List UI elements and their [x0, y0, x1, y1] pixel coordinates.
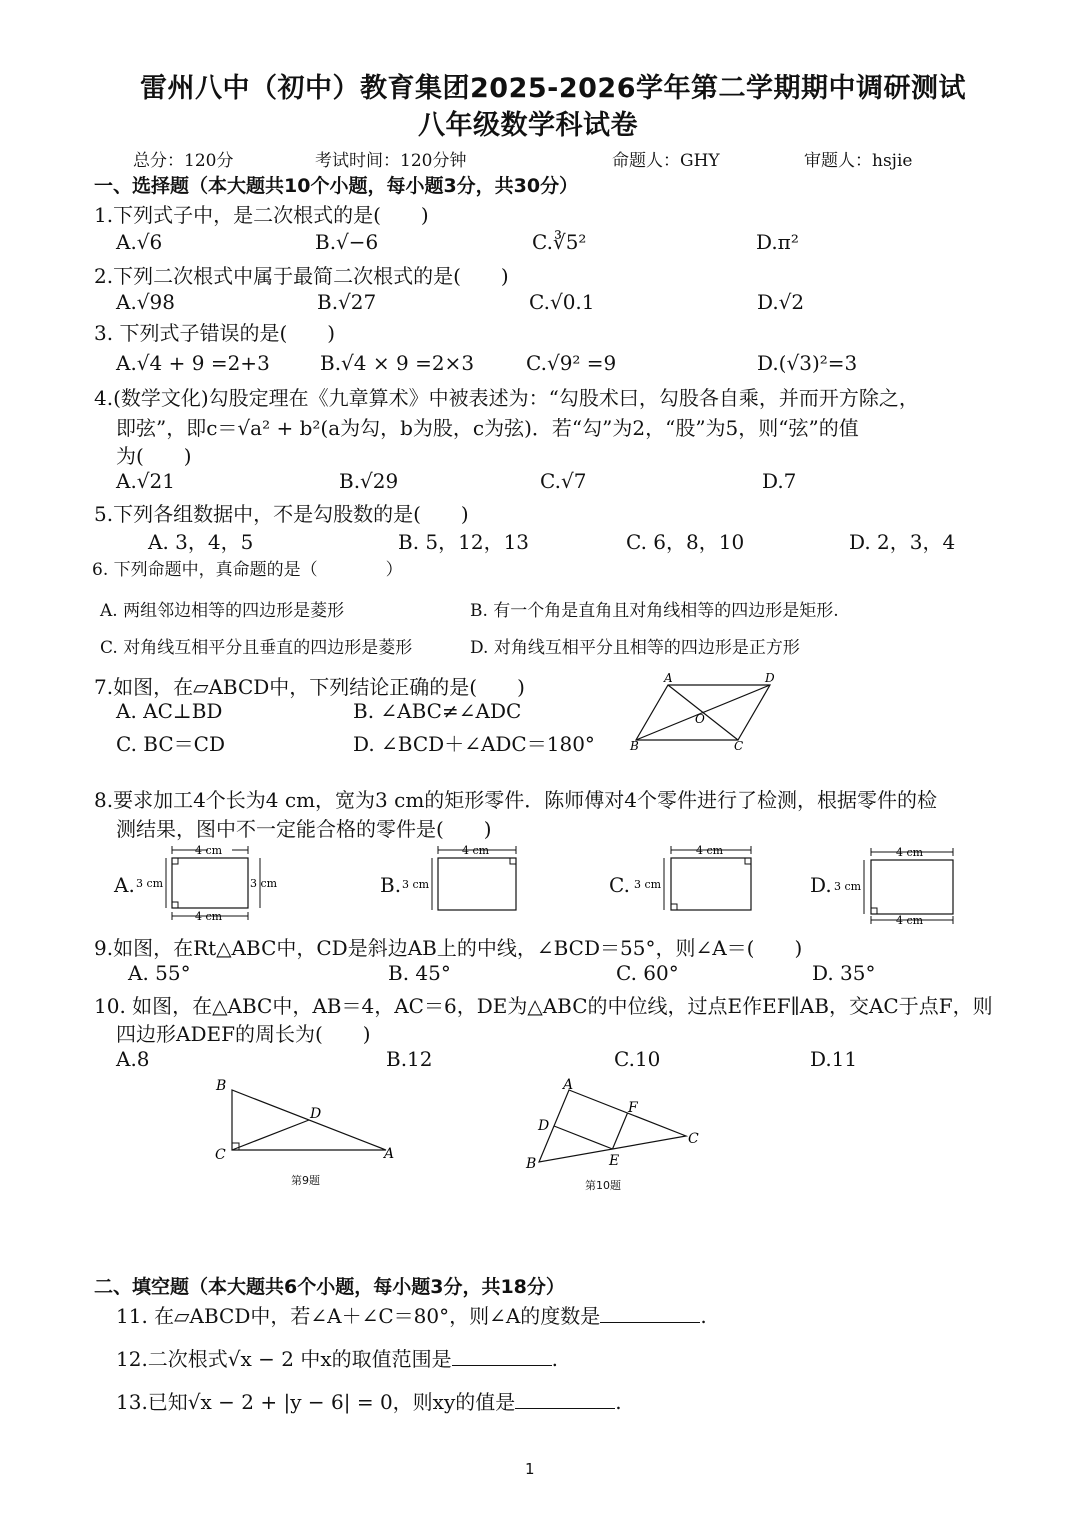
q7-label-b: B	[630, 739, 639, 752]
section1-heading: 一、选择题（本大题共10个小题，每小题3分，共30分）	[94, 175, 579, 197]
q3-option-b: B.√4 × 9 =2×3	[320, 351, 475, 375]
q13-row	[116, 1386, 622, 1415]
fig9-caption: 第9题	[291, 1174, 320, 1187]
exam-title-line1: 雷州八中（初中）教育集团2025-2026学年第二学期期中调研测试	[140, 73, 966, 104]
q7-option-a: A. AC⊥BD	[116, 699, 223, 723]
q2-option-c: C.√0.1	[529, 290, 595, 314]
q4-option-c: C.√7	[540, 469, 587, 493]
q9-triangle-figure	[210, 1076, 410, 1186]
q3-option-c: C.√9² =9	[526, 351, 617, 375]
q11-end: .	[700, 1304, 707, 1328]
q6-option-c: C. 对角线互相平分且垂直的四边形是菱形	[100, 638, 413, 658]
q8c-top-dim: 4 cm	[696, 844, 724, 857]
q1-option-b: B.√−6	[315, 230, 379, 254]
q8-option-a: A.	[114, 873, 135, 897]
q7-option-c: C. BC＝CD	[116, 732, 226, 756]
q2-option-d: D.√2	[757, 290, 805, 314]
q13-answer-blank[interactable]	[515, 1390, 615, 1409]
fig9-label-b: B	[216, 1078, 227, 1094]
q11-text: 11. 在▱ABCD中，若∠A＋∠C＝80°，则∠A的度数是	[116, 1304, 601, 1328]
q8b-left-dim: 3 cm	[402, 878, 430, 891]
q8-stem-line1: 8.要求加工4个长为4 cm，宽为3 cm的矩形零件．陈师傅对4个零件进行了检测，根据零件的检	[94, 788, 938, 812]
q5-option-c: C. 6，8，10	[626, 530, 745, 554]
question-setter: 命题人：GHY	[612, 151, 720, 171]
q8-figure-d	[826, 840, 966, 930]
q6-option-b: B. 有一个角是直角且对角线相等的四边形是矩形.	[470, 601, 839, 621]
q11-answer-blank[interactable]	[600, 1304, 700, 1323]
q10-option-a: A.8	[116, 1047, 150, 1071]
q8a-bottom-dim: 4 cm	[195, 910, 223, 923]
q8-stem-line2: 测结果，图中不一定能合格的零件是( )	[116, 817, 492, 841]
fig9-label-d: D	[310, 1106, 322, 1122]
q10-option-b: B.12	[386, 1047, 433, 1071]
q8c-left-dim: 3 cm	[634, 878, 662, 891]
q5-stem: 5.下列各组数据中，不是勾股数的是( )	[94, 502, 469, 526]
q4-option-d: D.7	[762, 469, 797, 493]
q3-option-a: A.√4 + 9 =2+3	[116, 351, 270, 375]
q7-stem: 7.如图，在▱ABCD中，下列结论正确的是( )	[94, 675, 525, 699]
q10-option-d: D.11	[810, 1047, 858, 1071]
q10-triangle-figure	[522, 1076, 712, 1176]
q3-stem: 3. 下列式子错误的是( )	[94, 321, 336, 345]
q1-stem: 1.下列式子中，是二次根式的是( )	[94, 203, 429, 227]
q7-label-c: C	[734, 739, 744, 752]
fig10-label-d: D	[538, 1118, 550, 1134]
q7-option-b: B. ∠ABC≠∠ADC	[353, 699, 522, 723]
q8a-right-dim: 3 cm	[250, 877, 278, 890]
q6-option-a: A. 两组邻边相等的四边形是菱形	[100, 601, 345, 621]
q5-option-b: B. 5，12，13	[398, 530, 530, 554]
q2-stem: 2.下列二次根式中属于最简二次根式的是( )	[94, 264, 509, 288]
q7-label-a: A	[664, 671, 673, 685]
q1-option-a: A.√6	[116, 230, 163, 254]
q9-stem: 9.如图，在Rt△ABC中，CD是斜边AB上的中线，∠BCD＝55°，则∠A＝( )	[94, 936, 803, 960]
q8-option-b: B.	[380, 873, 402, 897]
q8-figure-c	[626, 840, 766, 924]
fig10-label-c: C	[688, 1131, 699, 1147]
q9-option-d: D. 35°	[812, 961, 876, 985]
exam-title-line2: 八年级数学科试卷	[418, 110, 638, 141]
exam-time: 考试时间：120分钟	[315, 151, 467, 171]
q12-end: .	[551, 1347, 559, 1371]
q7-option-d: D. ∠BCD＋∠ADC＝180°	[353, 732, 595, 756]
q8-figure-b	[400, 840, 530, 924]
q8b-top-dim: 4 cm	[462, 844, 490, 857]
fig10-label-f: F	[628, 1100, 638, 1116]
q13-end: .	[615, 1390, 622, 1414]
q4-stem-line2: 即弦”，即c＝√a² + b²(a为勾，b为股，c为弦)．若“勾”为2，“股”为5，则“弦”的值	[116, 416, 859, 440]
q1-option-c: C.∛5²	[532, 230, 587, 254]
fig10-label-b: B	[526, 1156, 537, 1172]
q6-stem: 6. 下列命题中，真命题的是（ ）	[92, 560, 403, 580]
total-score: 总分：120分	[133, 151, 234, 171]
q7-parallelogram-figure	[624, 670, 784, 752]
q8-option-d: D.	[810, 873, 832, 897]
q12-text: 12.二次根式√x − 2 中x的取值范围是	[116, 1347, 452, 1371]
q2-option-b: B.√27	[317, 290, 377, 314]
q7-label-o: O	[695, 712, 705, 726]
fig9-label-c: C	[215, 1147, 226, 1163]
q8d-bottom-dim: 4 cm	[896, 914, 924, 927]
q4-option-a: A.√21	[116, 469, 175, 493]
q12-row	[116, 1343, 558, 1372]
q10-stem-line2: 四边形ADEF的周长为( )	[116, 1022, 371, 1046]
q8a-top-dim: 4 cm	[195, 844, 223, 857]
q9-option-c: C. 60°	[616, 961, 679, 985]
q8a-left-dim: 3 cm	[136, 877, 164, 890]
q8-figure-a	[136, 840, 292, 924]
q6-option-d: D. 对角线互相平分且相等的四边形是正方形	[470, 638, 800, 658]
section2-heading: 二、填空题（本大题共6个小题，每小题3分，共18分）	[94, 1276, 565, 1298]
fig10-caption: 第10题	[585, 1179, 621, 1192]
q9-option-b: B. 45°	[388, 961, 451, 985]
fig10-label-a: A	[563, 1077, 574, 1093]
q13-text: 13.已知√x − 2 + |y − 6| = 0，则xy的值是	[116, 1390, 516, 1414]
q12-answer-blank[interactable]	[452, 1347, 552, 1366]
q8-option-c: C.	[609, 873, 630, 897]
q4-stem-line1: 4.(数学文化)勾股定理在《九章算术》中被表述为：“勾股术曰，勾股各自乘，并而开方除之，	[94, 386, 919, 410]
q10-option-c: C.10	[614, 1047, 661, 1071]
q4-stem-line3: 为( )	[116, 444, 192, 468]
question-reviewer: 审题人：hsjie	[804, 151, 913, 171]
q11-row	[116, 1300, 707, 1329]
q7-label-d: D	[765, 671, 775, 685]
q10-stem-line1: 10. 如图，在△ABC中，AB＝4，AC＝6，DE为△ABC的中位线，过点E作EF∥AB，交AC于点F，则	[94, 994, 993, 1018]
fig10-label-e: E	[609, 1153, 620, 1169]
q3-option-d: D.(√3)²=3	[757, 351, 858, 375]
q1-option-d: D.π²	[756, 230, 799, 254]
q5-option-d: D. 2，3，4	[849, 530, 956, 554]
q9-option-a: A. 55°	[128, 961, 191, 985]
q5-option-a: A. 3，4，5	[148, 530, 254, 554]
q8d-left-dim: 3 cm	[834, 880, 862, 893]
page-number: 1	[525, 1460, 535, 1478]
q2-option-a: A.√98	[116, 290, 175, 314]
q8d-top-dim: 4 cm	[896, 846, 924, 859]
fig9-label-a: A	[384, 1146, 395, 1162]
q4-option-b: B.√29	[339, 469, 399, 493]
